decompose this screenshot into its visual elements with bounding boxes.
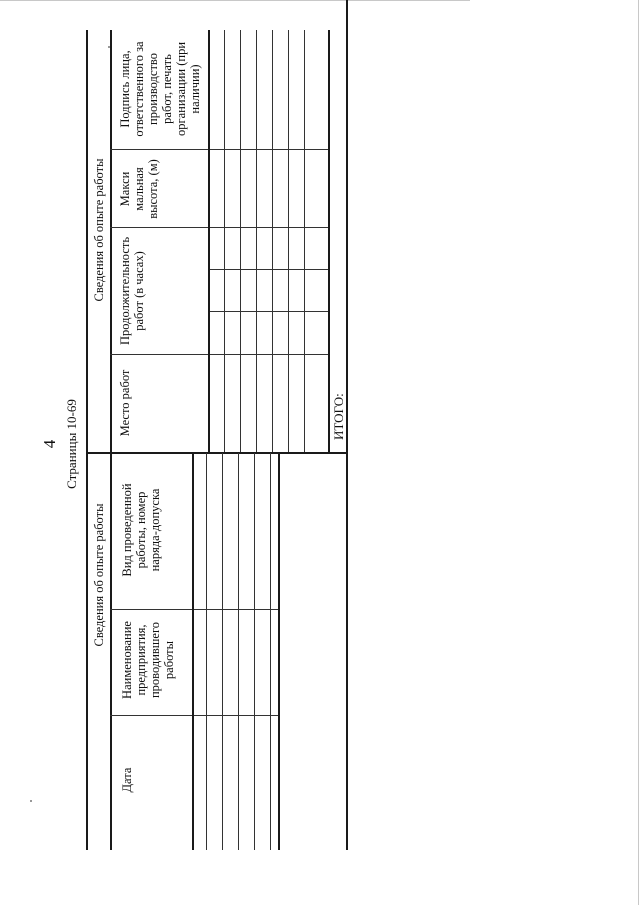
- right-row-line: [240, 30, 241, 452]
- left-row-line: [254, 453, 255, 850]
- right-row-line: [288, 30, 289, 452]
- right-col-divider: [110, 227, 328, 228]
- left-row-line: [270, 453, 271, 850]
- total-label: ИТОГО:: [331, 393, 346, 440]
- right-col-divider: [110, 149, 328, 150]
- right-col-max-height: Макси мальная высота, (м): [118, 159, 160, 219]
- left-col-work-type: Вид проведенной работы, номер наряда-допуска: [120, 483, 162, 577]
- left-row-line: [206, 453, 207, 850]
- scan-speck: [30, 800, 32, 802]
- left-col-date: Дата: [120, 767, 134, 793]
- left-col-divider: [110, 609, 278, 610]
- right-table-bottom: [328, 30, 330, 452]
- right-col-divider: [110, 354, 328, 355]
- scan-edge-right: [638, 0, 639, 905]
- left-header-top-line: [110, 453, 112, 850]
- left-header-bottom-line: [192, 453, 194, 850]
- right-col-signature: Подпись лица, ответственного за производство работ, печать организации (при наличии): [118, 41, 202, 137]
- left-table-bottom: [278, 453, 280, 850]
- left-row-line: [222, 453, 223, 850]
- page-number: 4: [40, 439, 59, 449]
- left-section-title: Сведения об опыте работы: [92, 503, 106, 647]
- right-col-subdivider: [208, 269, 328, 270]
- right-row-line: [272, 30, 273, 452]
- left-col-enterprise: Наименование предприятия, проводившего работы: [120, 621, 176, 699]
- right-row-line: [304, 30, 305, 452]
- right-section-title: Сведения об опыте работы: [92, 158, 106, 302]
- right-header-bottom-line: [208, 30, 210, 452]
- left-col-divider: [110, 715, 278, 716]
- right-col-duration: Продолжительность работ (в часах): [118, 236, 146, 346]
- left-row-line: [238, 453, 239, 850]
- right-col-place: Место работ: [118, 369, 132, 437]
- frame-top: [86, 30, 88, 850]
- page-range: Страницы 10-69: [64, 399, 79, 489]
- right-header-top-line: [110, 30, 112, 452]
- rotated-form: [40, 0, 348, 850]
- right-row-line: [256, 30, 257, 452]
- page-divider: [88, 452, 346, 454]
- right-row-line: [224, 30, 225, 452]
- right-col-subdivider: [208, 311, 328, 312]
